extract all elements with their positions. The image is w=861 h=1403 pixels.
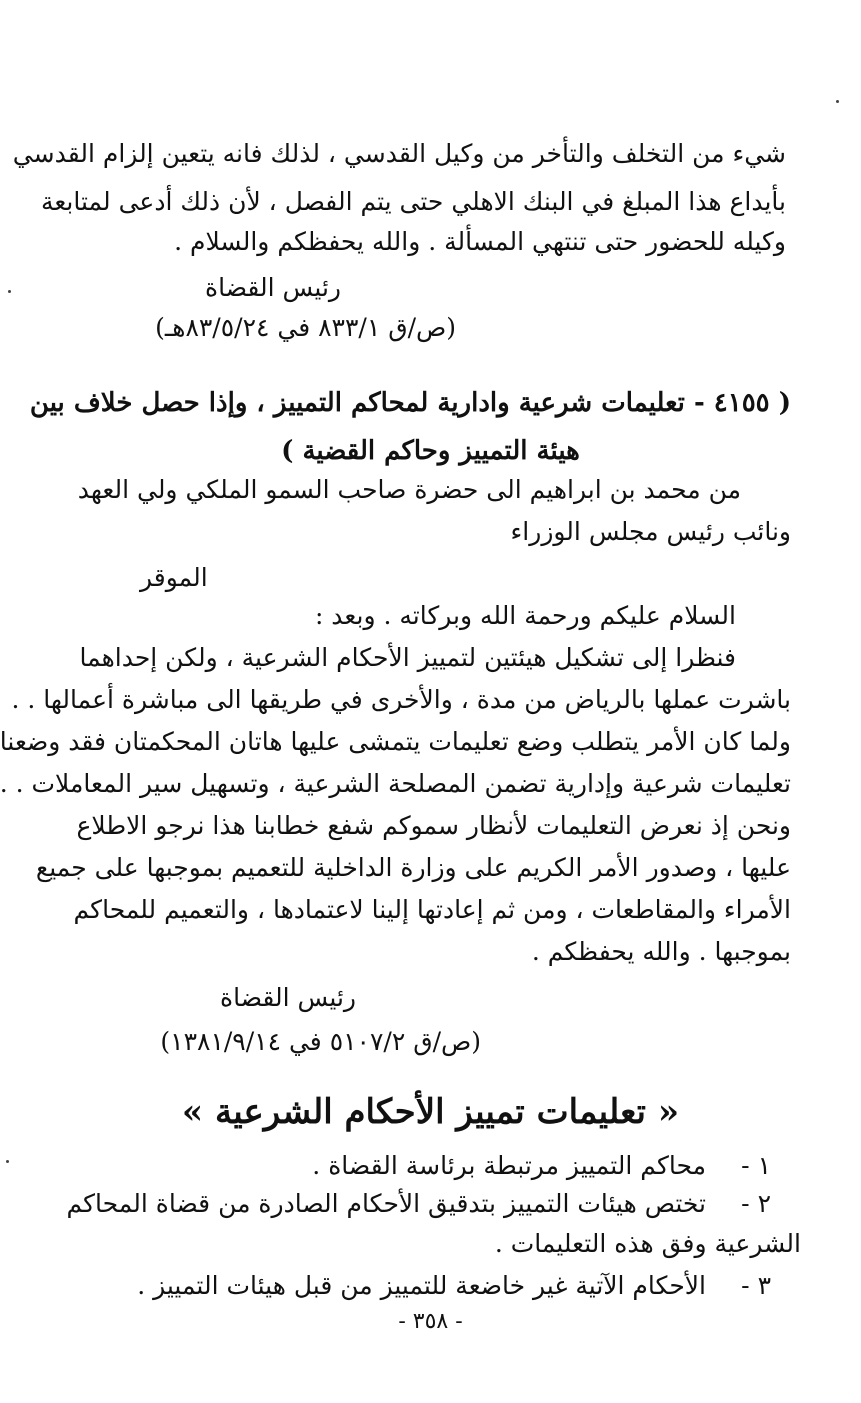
sender-line: من محمد بن ابراهيم الى حضرة صاحب السمو الملكي ولي العهد (77, 475, 741, 504)
body-line: تعليمات شرعية وإدارية تضمن المصلحة الشرعية ، وتسهيل سير المعاملات . . (0, 769, 791, 798)
document-heading-continued: هيئة التمييز وحاكم القضية ) (281, 436, 580, 466)
letter-line: بأيداع هذا المبلغ في البنك الاهلي حتى يتم الفصل ، لأن ذلك أدعى لمتابعة (40, 187, 786, 216)
greeting-line: السلام عليكم ورحمة الله وبركاته . وبعد : (314, 601, 736, 630)
body-line: ونحن إذ نعرض التعليمات لأنظار سموكم شفع خطابنا هذا نرجو الاطلاع (76, 811, 791, 840)
body-line: ولما كان الأمر يتطلب وضع تعليمات يتمشى عليها هاتان المحكمتان فقد وضعنا (0, 727, 791, 756)
body-line: بموجبها . والله يحفظكم . (531, 937, 791, 966)
list-item-text: تختص هيئات التمييز بتدقيق الأحكام الصادرة من قضاة المحاكم (66, 1189, 706, 1218)
list-item-number: ١ - (741, 1151, 771, 1180)
salutation-title: الموقر (140, 563, 208, 592)
scan-speck (8, 290, 11, 293)
list-item-number: ٣ - (741, 1271, 771, 1300)
instructions-title: « تعليمات تمييز الأحكام الشرعية » (181, 1092, 680, 1132)
list-item-text: الأحكام الآتية غير خاضعة للتمييز من قبل هيئات التمييز . (137, 1271, 706, 1300)
signature: رئيس القضاة (205, 273, 341, 302)
list-item-text-continued: الشرعية وفق هذه التعليمات . (494, 1229, 801, 1258)
body-line: باشرت عملها بالرياض من مدة ، والأخرى في طريقها الى مباشرة أعمالها . . (11, 685, 791, 714)
scan-speck (6, 1160, 9, 1163)
letter-line: شيء من التخلف والتأخر من وكيل القدسي ، لذلك فانه يتعين إلزام القدسي (12, 139, 786, 168)
list-item-number: ٢ - (741, 1189, 771, 1218)
body-line: فنظرا إلى تشكيل هيئتين لتمييز الأحكام الشرعية ، ولكن إحداهما (79, 643, 736, 672)
body-line: الأمراء والمقاطعات ، ومن ثم إعادتها إلينا لاعتمادها ، والتعميم للمحاكم (73, 895, 791, 924)
signature: رئيس القضاة (220, 983, 356, 1012)
letter-line: وكيله للحضور حتى تنتهي المسألة . والله يحفظكم والسلام . (174, 227, 786, 256)
page-number: - ٣٥٨ - (398, 1309, 463, 1334)
document-heading: ( ٤١٥٥ - تعليمات شرعية وادارية لمحاكم التمييز ، وإذا حصل خلاف بين (29, 388, 791, 418)
list-item-text: محاكم التمييز مرتبطة برئاسة القضاة . (312, 1151, 706, 1180)
reference-number: (ص/ق ٨٣٣/١ في ٨٣/٥/٢٤هـ) (155, 313, 456, 342)
recipient-title-line: ونائب رئيس مجلس الوزراء (510, 517, 791, 546)
scan-speck (836, 100, 839, 103)
body-line: عليها ، وصدور الأمر الكريم على وزارة الداخلية للتعميم بموجبها على جميع (35, 853, 791, 882)
reference-number: (ص/ق ٥١٠٧/٢ في ١٣٨١/٩/١٤) (160, 1027, 481, 1056)
